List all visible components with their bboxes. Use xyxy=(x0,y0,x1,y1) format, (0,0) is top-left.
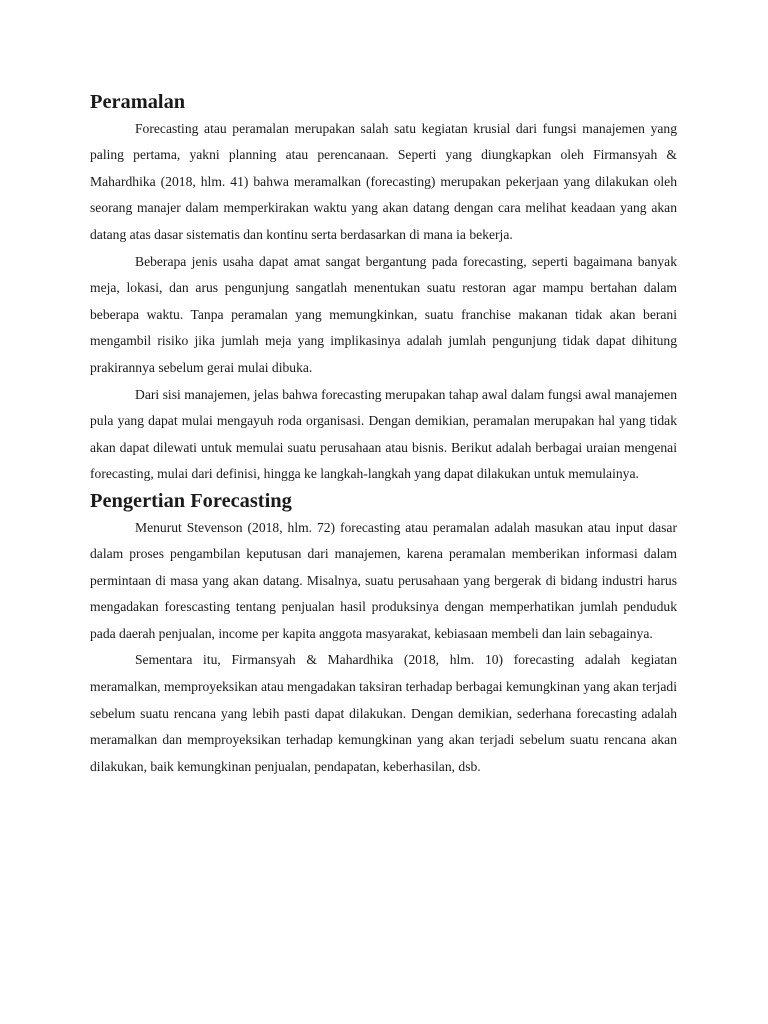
section-heading-pengertian-forecasting: Pengertian Forecasting xyxy=(90,489,292,512)
section-heading-peramalan: Peramalan xyxy=(90,91,186,113)
paragraph: Beberapa jenis usaha dapat amat sangat bergantung pada forecasting, seperti bagaimana banyak meja, lokasi, dan arus pengunjung sangatlah menentukan suatu restoran agar mampu bertahan dalam beberapa waktu. Tanpa peramalan yang memungkinkan, suatu franchise makanan tidak akan berani mengambil risiko jika jumlah meja yang implikasinya adalah jumlah pengunjung tidak dapat dihitung prakirannya sebelum gerai mulai dibuka. xyxy=(90,253,677,375)
document-page xyxy=(90,89,677,780)
paragraph: Forecasting atau peramalan merupakan salah satu kegiatan krusial dari fungsi manajemen yang paling pertama, yakni planning atau perencanaan. Seperti yang diungkapkan oleh Firmansyah & Mahardhika (2018, hlm. 41) bahwa meramalkan (forecasting) merupakan pekerjaan yang dilakukan oleh seorang manajer dalam memperkirakan waktu yang akan datang dengan cara melihat keadaan yang akan datang atas dasar sistematis dan kontinu serta berdasarkan di mana ia bekerja. xyxy=(90,120,677,242)
paragraph: Menurut Stevenson (2018, hlm. 72) forecasting atau peramalan adalah masukan atau input dasar dalam proses pengambilan keputusan dari manajemen, karena peramalan memberikan informasi dalam permintaan di masa yang akan datang. Misalnya, suatu perusahaan yang bergerak di bidang industri harus mengadakan forescasting tentang penjualan hasil produksinya dengan memperhatikan jumlah penduduk pada daerah penjualan, income per kapita anggota masyarakat, kebiasaan membeli dan lain sebagainya. xyxy=(90,519,677,641)
paragraph: Dari sisi manajemen, jelas bahwa forecasting merupakan tahap awal dalam fungsi awal manajemen pula yang dapat mulai mengayuh roda organisasi. Dengan demikian, peramalan merupakan hal yang tidak akan dapat dilewati untuk memulai suatu perusahaan atau bisnis. Berikut adalah berbagai uraian mengenai forecasting, mulai dari definisi, hingga ke langkah-langkah yang dapat dilakukan untuk memulainya. xyxy=(90,386,677,482)
paragraph: Sementara itu, Firmansyah & Mahardhika (2018, hlm. 10) forecasting adalah kegiatan meramalkan, memproyeksikan atau mengadakan taksiran terhadap berbagai kemungkinan yang akan terjadi sebelum suatu rencana yang lebih pasti dapat dilakukan. Dengan demikian, sederhana forecasting adalah meramalkan dan memproyeksikan terhadap kemungkinan yang akan terjadi sebelum suatu rencana akan dilakukan, baik kemungkinan penjualan, pendapatan, keberhasilan, dsb. xyxy=(90,652,677,774)
